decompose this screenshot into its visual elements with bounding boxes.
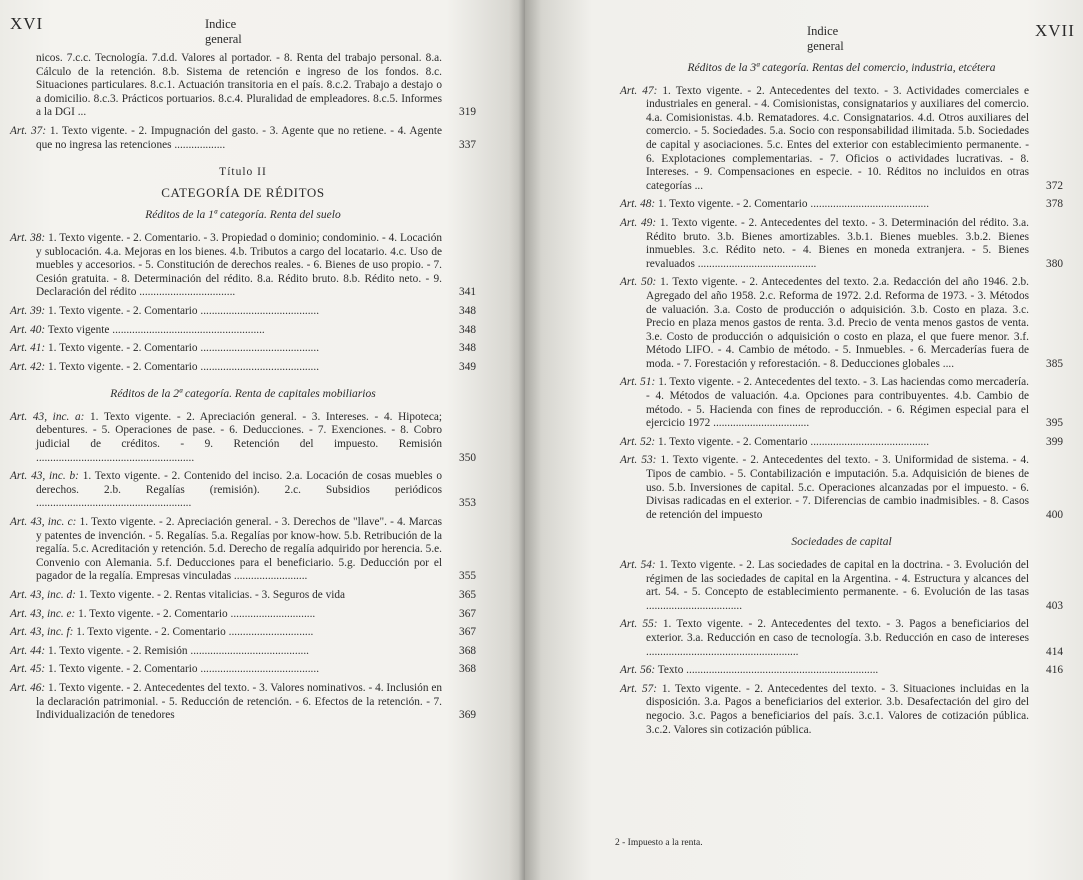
section-heading: Réditos de la 1ª categoría. Renta del suelo: [145, 209, 341, 222]
article-contents: Texto ....................................................................: [657, 664, 879, 677]
article-label: Art. 40:: [10, 323, 46, 336]
article-label: Art. 49:: [620, 216, 657, 229]
article-contents: 1. Texto vigente. - 2. Comentario. - 3. Propiedad o dominio; condominio. - 4. Locación y sublocación. 4.a. Mejoras en los bienes. 4.b. Tributos a cargo del locatario. 4.c. Uso de muebles y accesorios. - 5. Constitución de derechos reales. - 6. Bienes de uso propio. - 7. Cesión gratuita. - 8. Determinación del rédito. 8.a. Rédito bruto. 8.b. Rédito neto. - 9. Declaración del rédito ..................................: [36, 231, 442, 299]
toc-entry-page: 403: [1046, 599, 1063, 612]
toc-entry: [620, 198, 1063, 212]
article-label: Art. 48:: [620, 198, 656, 211]
toc-entry-text: [10, 682, 442, 723]
article-label: Art. 43, inc. f:: [10, 626, 74, 639]
toc-entry: [10, 305, 476, 319]
toc-entry: [10, 342, 476, 356]
article-label: Art. 53:: [620, 454, 657, 467]
left-page: [0, 0, 525, 880]
toc-entry-text: [10, 305, 442, 319]
article-label: Art. 42:: [10, 360, 46, 373]
toc-entry-page: 365: [459, 589, 476, 601]
article-label: Art. 52:: [620, 435, 656, 448]
article-label: Art. 38:: [10, 231, 46, 244]
article-contents: 1. Texto vigente. - 2. Apreciación general. - 3. Intereses. - 4. Hipoteca; debentures. - 5. Operaciones de pase. - 6. Deducciones. - 7. Exenciones. - 8. Cobro judicial de créditos. - 9. Retención del impuesto. Remisión ........................................................: [36, 410, 442, 464]
article-contents: 1. Texto vigente. - 2. Antecedentes del texto. - 3. Determinación del rédito. 3.a. Rédito bruto. 3.b. Bienes amortizables. 3.b.1. Bienes muebles. 3.b.2. Bienes inmuebles. 3.c. Rédito neto. - 4. Bienes en moneda extranjera. - 5. Bienes revaluados ..........................................: [646, 216, 1029, 270]
toc-entry-page: 337: [459, 138, 476, 151]
toc-entry-page: 378: [1046, 198, 1063, 211]
toc-entry: [10, 589, 476, 603]
toc-entry-page: 416: [1046, 664, 1063, 677]
article-contents: 1. Texto vigente. - 2. Comentario ..........................................: [47, 304, 320, 317]
article-label: Art. 37:: [10, 124, 47, 137]
article-label: Art. 43, inc. a:: [10, 410, 85, 423]
toc-entry-page: 368: [459, 663, 476, 676]
article-contents: 1. Texto vigente. - 2. Antecedentes del texto. - 3. Uniformidad de sistema. - 4. Tipos de cambio. - 5. Contabilización e imputación. 5.a. Adquisición de bienes de uso. 5.b. Inversiones de capital. 5.c. Operaciones alcanzadas por el impuesto. - 6. Divisas radicadas en el exterior. - 7. Diferencias de cambio inadmisibles. - 8. Casos de retención del impuesto: [646, 454, 1029, 521]
toc-entry: [620, 683, 1063, 737]
toc-entry: [10, 470, 476, 511]
toc-entry-text: [10, 324, 442, 338]
toc-entry: [620, 376, 1063, 430]
toc-entry: [620, 618, 1063, 659]
article-contents: 1. Texto vigente. - 2. Comentario ..............................: [78, 607, 316, 620]
article-contents: 1. Texto vigente. - 2. Contenido del inciso. 2.a. Locación de cosas muebles o derechos. 2.b. Regalías (remisión). 2.c. Subsidios periódicos .......................................................: [36, 470, 442, 510]
article-contents: 1. Texto vigente. - 2. Remisión ..........................................: [47, 644, 309, 657]
section-heading: Sociedades de capital: [791, 536, 892, 549]
article-contents: 1. Texto vigente. - 2. Apreciación general. - 3. Derechos de "llave". - 4. Marcas y patentes de invención. - 5. Regalías. 5.a. Regalías por know-how. 5.b. Retribución de la regalía. 5.c. Acreditación y retención. 5.d. Derecho de regalía adquirido por herencia. 5.e. Convenio con Alemania. 5.f. Deducciones para el beneficiario. 5.g. Deducción por el pagador de la regalía. Empresas vinculadas ..........................: [36, 516, 443, 583]
toc-entry-page: 395: [1046, 417, 1063, 430]
toc-entry: [620, 217, 1063, 271]
article-contents: 1. Texto vigente. - 2. Antecedentes del texto. - 3. Situaciones incluidas en la disposición. 3.a. Pagos a beneficiarios del exterior. 3.b. Desafectación del giro del negocio. 3.c. Pagos a beneficiarios del país. 3.c.1. Valores de cotización pública. 3.c.2. Valores sin cotización pública.: [646, 682, 1029, 736]
toc-entry-text: [10, 626, 442, 640]
toc-entry-page: 414: [1046, 645, 1063, 658]
toc-entry-page: 380: [1046, 257, 1063, 270]
toc-entry: [620, 454, 1063, 522]
toc-entry-text: [10, 663, 442, 677]
toc-list: [10, 125, 476, 152]
title-heading: Título II: [219, 166, 267, 179]
section-heading: Réditos de la 2ª categoría. Renta de capitales mobiliarios: [110, 388, 376, 401]
toc-entry-page: 367: [459, 607, 476, 620]
right-running-title: Indice general: [807, 24, 844, 53]
toc-entry-text: [620, 454, 1029, 522]
article-contents: 1. Texto vigente. - 2. Antecedentes del texto. - 3. Valores nominativos. - 4. Inclusión en la declaración patrimonial. - 5. Reducción de retención. - 6. Efectos de la retención. - 7. Individualización de tenedores: [36, 681, 442, 722]
article-label: Art. 46:: [10, 681, 46, 694]
toc-entry-page: 385: [1046, 357, 1063, 370]
left-running-title: Indice general: [205, 17, 242, 46]
toc-entry-page: 399: [1046, 435, 1063, 448]
toc-entry-text: [10, 342, 442, 356]
toc-entry-page: 349: [459, 360, 476, 373]
toc-entry-text: [620, 217, 1029, 271]
toc-entry-text: nicos. 7.c.c. Tecnología. 7.d.d. Valores al portador. - 8. Renta del trabajo personal. 8.a. Cálculo de la retención. 8.b. Sistema de retención e ingreso de los fondos. 8.c. Situaciones particulares. 8.c.1. Actuación transitoria en el país. 8.c.2. Trabajo a destajo o a domicilio. 8.c.3. Prácticos portuarios. 8.c.4. Pluralidad de empleadores. 8.c.5. Informes a la DGI ...: [36, 52, 442, 119]
toc-entry: [620, 436, 1063, 450]
article-label: Art. 57:: [620, 682, 658, 695]
left-page-number: XVI: [10, 14, 44, 33]
toc-entry-text: [620, 618, 1029, 659]
toc-entry-text: [10, 470, 442, 511]
toc-entry-page: 368: [459, 644, 476, 657]
article-label: Art. 54:: [620, 559, 656, 571]
article-contents: 1. Texto vigente. - 2. Antecedentes del texto. - 3. Pagos a beneficiarios del exterior. 3.a. Reducción en caso de tecnología. 3.b. Reducción en caso de intereses ......................................................: [646, 618, 1029, 658]
toc-entry-page: 369: [459, 709, 476, 722]
article-contents: 1. Texto vigente. - 2. Rentas vitalicias. - 3. Seguros de vida: [78, 589, 346, 601]
toc-entry-text: [10, 608, 442, 622]
right-page-body: [620, 62, 1063, 742]
toc-list: [10, 232, 476, 374]
toc-entry: [10, 626, 476, 640]
article-contents: 1. Texto vigente. - 2. Comentario ..........................................: [47, 360, 320, 373]
toc-entry: [10, 516, 476, 584]
article-label: Art. 43, inc. d:: [10, 589, 76, 601]
toc-list: [620, 559, 1063, 737]
article-label: Art. 43, inc. e:: [10, 607, 76, 620]
toc-entry-text: [10, 232, 442, 300]
toc-entry-text: [620, 198, 1029, 212]
article-contents: 1. Texto vigente. - 2. Comentario ..........................................: [47, 342, 320, 355]
article-label: Art. 51:: [620, 376, 656, 389]
article-contents: 1. Texto vigente. - 2. Antecedentes del texto. 2.a. Redacción del año 1946. 2.b. Agregado del año 1958. 2.c. Reforma de 1972. 2.d. Reforma de 1973. - 3. Métodos de valuación. 3.a. Costo de producción o adquisición. 3.b. Costo en plaza. 3.c. Precio en plaza menos gastos de renta. 3.d. Precio de venta menos gastos de venta. 3.e. Costo de producción o adquisición o costo en plaza, el que fuere menor. 3.f. Método LIFO. - 4. Cambio de método. - 5. Inmuebles. - 6. Mercaderías fuera de moda. - 7. Forestación y reforestación. - 8. Deducciones globales ....: [646, 276, 1029, 370]
toc-entry: [10, 324, 476, 338]
article-contents: 1. Texto vigente. - 2. Comentario ..........................................: [657, 198, 930, 211]
toc-entry: [620, 276, 1063, 371]
toc-entry-text: [10, 125, 442, 152]
toc-entry-continuation: [10, 52, 476, 120]
left-page-body: [10, 52, 476, 728]
article-label: Art. 45:: [10, 663, 46, 676]
toc-entry: [620, 559, 1063, 613]
toc-entry-page: 367: [459, 626, 476, 639]
toc-entry-text: [620, 85, 1029, 194]
article-contents: 1. Texto vigente. - 2. Impugnación del gasto. - 3. Agente que no retiene. - 4. Agente que no ingresa las retenciones ..................: [36, 124, 442, 151]
toc-entry-text: [620, 436, 1029, 450]
toc-entry: [10, 682, 476, 723]
article-contents: 1. Texto vigente. - 2. Comentario ..........................................: [657, 435, 930, 448]
article-label: Art. 43, inc. b:: [10, 470, 79, 483]
toc-list: [10, 411, 476, 723]
article-label: Art. 41:: [10, 342, 46, 355]
toc-entry-page: 372: [1046, 179, 1063, 192]
toc-entry: [10, 411, 476, 465]
toc-entry-page: 353: [459, 497, 476, 510]
article-label: Art. 43, inc. c:: [10, 516, 77, 529]
toc-entry-text: [620, 559, 1029, 613]
article-label: Art. 55:: [620, 618, 658, 631]
toc-entry-page: 355: [459, 570, 476, 583]
article-contents: 1. Texto vigente. - 2. Antecedentes del texto. - 3. Las haciendas como mercadería. - 4. Métodos de valuación. 4.a. Opciones para contribuyentes. 4.b. Cambio de método. - 5. Hacienda con fines de reproducción. - 6. Régimen especial para el ejercicio 1972 ..................................: [646, 376, 1029, 430]
right-page: [525, 0, 1083, 880]
toc-entry-page: 350: [459, 451, 476, 464]
toc-entry-page: 341: [459, 286, 476, 299]
footnote: 2 - Impuesto a la renta.: [615, 838, 703, 848]
right-page-number: XVII: [1035, 21, 1075, 40]
toc-entry-page: 348: [459, 323, 476, 336]
toc-entry-text: [10, 516, 442, 584]
article-label: Art. 39:: [10, 304, 46, 317]
toc-entry-text: [10, 411, 442, 465]
article-label: Art. 44:: [10, 644, 46, 657]
toc-entry: [10, 361, 476, 375]
toc-entry-page: 348: [459, 304, 476, 317]
toc-entry-text: [10, 645, 442, 659]
section-heading: Réditos de la 3ª categoría. Rentas del comercio, industria, etcétera: [687, 62, 996, 74]
article-contents: 1. Texto vigente. - 2. Comentario ..............................: [76, 626, 314, 639]
toc-entry: [10, 645, 476, 659]
toc-entry: [10, 125, 476, 152]
toc-entry-text: [10, 589, 442, 603]
article-contents: Texto vigente ......................................................: [47, 323, 265, 336]
article-contents: 1. Texto vigente. - 2. Las sociedades de capital en la doctrina. - 3. Evolución del régimen de las sociedades de capital en la Argentina. - 4. Estructura y alcances del art. 54. - 5. Concepto de establecimiento permanente. - 6. Evolución de las tasas ..................................: [646, 559, 1030, 612]
toc-entry: [620, 664, 1063, 678]
toc-entry-page: 400: [1046, 508, 1063, 521]
toc-entry: [620, 85, 1063, 194]
toc-entry-page: 348: [459, 342, 476, 355]
toc-entry: [10, 232, 476, 300]
article-label: Art. 56:: [620, 664, 656, 677]
toc-entry-text: [620, 376, 1029, 430]
toc-entry-text: [620, 683, 1029, 737]
article-label: Art. 47:: [620, 84, 658, 97]
toc-list: [620, 85, 1063, 523]
toc-entry: [10, 608, 476, 622]
article-label: Art. 50:: [620, 276, 657, 289]
article-contents: 1. Texto vigente. - 2. Antecedentes del texto. - 3. Actividades comerciales e industriales en general. - 4. Comisionistas, consignatarios y auxiliares del comercio. 4.a. Comisionistas. 4.b. Rematadores. 4.c. Consignatarios. 4.d. Otros auxiliares del comercio. - 5. Sociedades. 5.a. Socio con responsabilidad ilimitada. 5.b. Sociedades de capital y asociaciones. 5.c. Entes del exterior con establecimiento permanente. - 6. Explotaciones complementarias. - 7. Oficios o actividades lucrativas. - 8. Intereses. - 9. Compensaciones en especie. - 10. Réditos no incluidos en otras categorías ...: [646, 84, 1029, 192]
toc-entry-text: [10, 361, 442, 375]
toc-entry-page: 319: [459, 106, 476, 119]
toc-entry-text: [620, 276, 1029, 371]
category-heading: CATEGORÍA DE RÉDITOS: [161, 184, 325, 200]
toc-entry-text: [620, 664, 1029, 678]
article-contents: 1. Texto vigente. - 2. Comentario ..........................................: [47, 663, 320, 676]
toc-entry: [10, 663, 476, 677]
